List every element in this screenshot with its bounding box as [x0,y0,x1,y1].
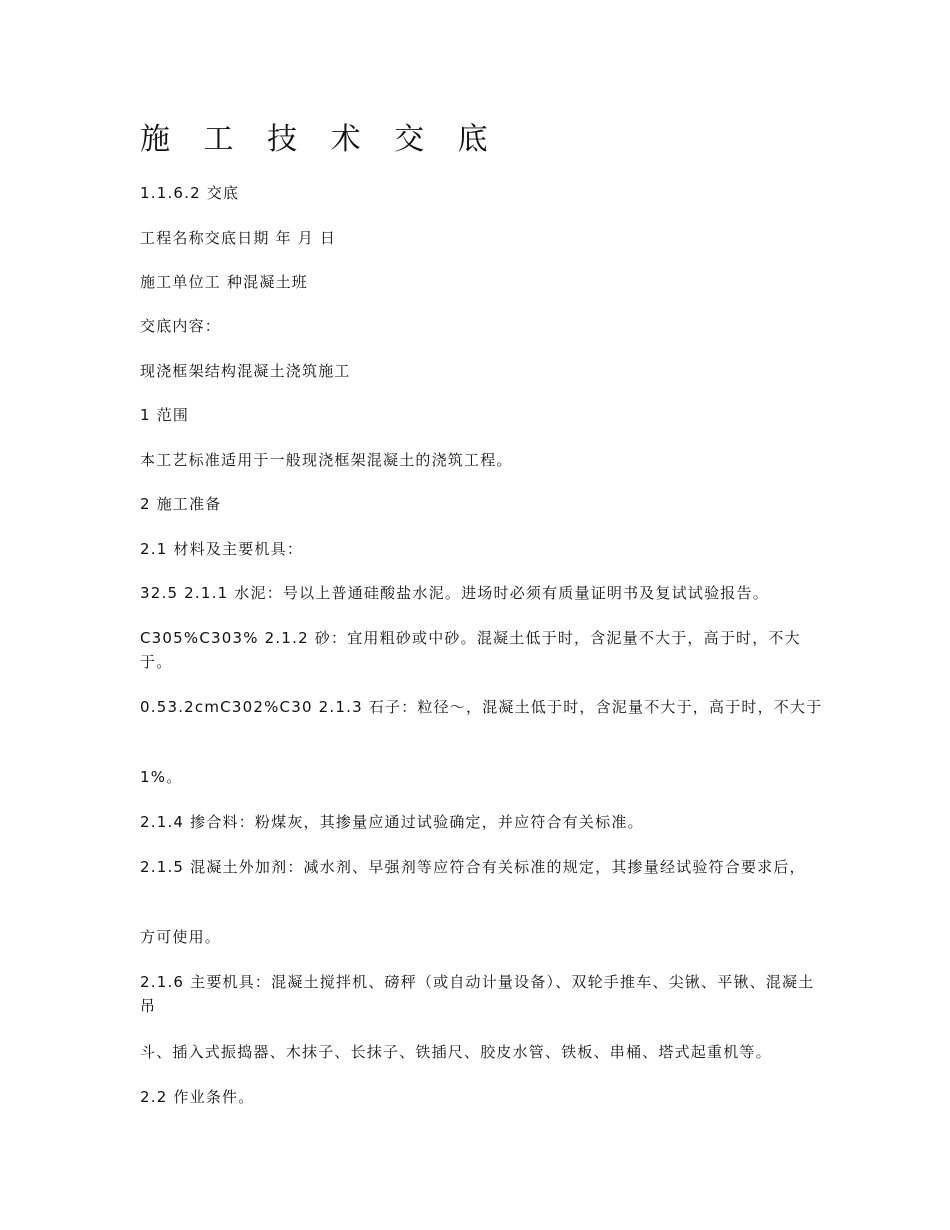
unit-info-line: 施工单位工 种混凝土班 [140,273,308,291]
heading-work-conditions: 2.2 作业条件。 [140,1088,255,1106]
heading-preparation: 2 施工准备 [140,495,222,513]
item-additive-continued: 方可使用。 [140,928,222,946]
heading-materials: 2.1 材料及主要机具： [140,540,304,558]
item-admixture-material: 2.1.4 掺合料：粉煤灰，其掺量应通过试验确定，并应符合有关标准。 [140,813,644,831]
subject-line: 现浇框架结构混凝土浇筑施工 [140,362,351,380]
scope-text: 本工艺标准适用于一般现浇框架混凝土的浇筑工程。 [140,451,513,469]
item-stone: 0.53.2cmC302%C30 2.1.3 石子：粒径～，混凝土低于时，含泥量不大于，高于时，不大于 [140,698,823,716]
section-number: 1.1.6.2 交底 [140,184,240,202]
item-equipment-continued: 斗、插入式振捣器、木抹子、长抹子、铁插尺、胶皮水管、铁板、串桶、塔式起重机等。 [140,1043,772,1061]
item-sand: C305%C303% 2.1.2 砂：宜用粗砂或中砂。混凝土低于时，含泥量不大于，高于时，不大于。 [140,629,801,671]
item-stone-continued: 1%。 [140,768,183,786]
item-cement: 32.5 2.1.1 水泥：号以上普通硅酸盐水泥。进场时必须有质量证明书及复试试验报告。 [140,584,769,602]
item-additive: 2.1.5 混凝土外加剂：减水剂、早强剂等应符合有关标准的规定，其掺量经试验符合要求后， [140,858,806,876]
heading-scope: 1 范围 [140,406,190,424]
item-equipment: 2.1.6 主要机具：混凝土搅拌机、磅秤（或自动计量设备）、双轮手推车、尖锹、平锹、混凝土吊 [140,973,815,1015]
content-label: 交底内容： [140,317,222,335]
document-title: 施 工 技 术 交 底 [140,122,500,157]
project-info-line: 工程名称交底日期 年 月 日 [140,229,337,247]
